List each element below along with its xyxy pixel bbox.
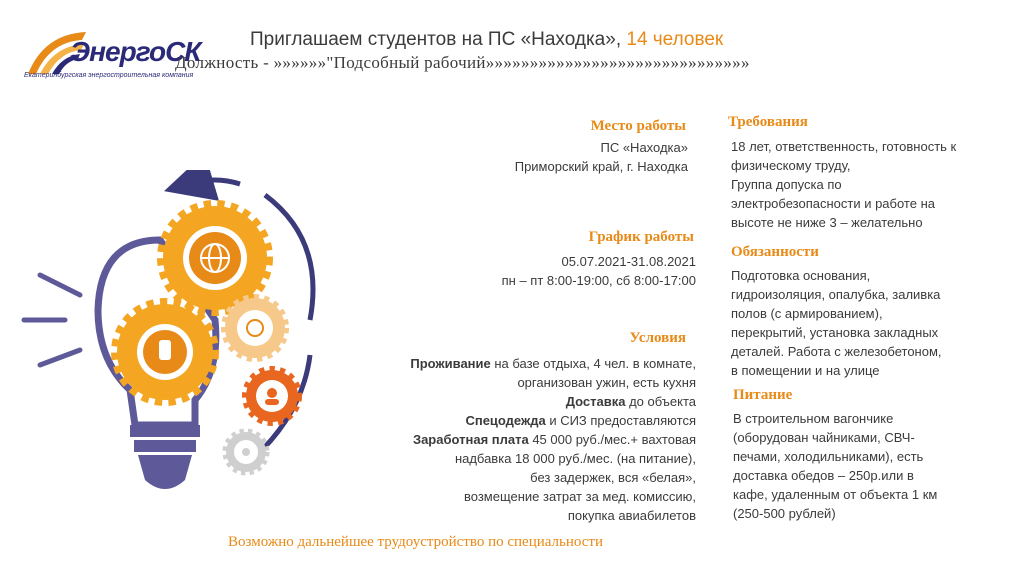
duties-line: в помещении и на улице bbox=[731, 363, 880, 378]
condition-clothing: Спецодежда и СИЗ предоставляются bbox=[465, 413, 696, 428]
conditions-info bbox=[350, 354, 696, 525]
duties-info bbox=[731, 266, 1011, 380]
requirements-line: электробезопасности и работе на bbox=[731, 196, 935, 211]
logo-word: ЭнергоСК bbox=[70, 36, 201, 67]
food-line: В строительном вагончике bbox=[733, 411, 894, 426]
workplace-line: ПС «Находка» bbox=[600, 140, 688, 155]
requirements-line: 18 лет, ответственность, готовность к bbox=[731, 139, 957, 154]
requirements-line: высоте не ниже 3 – желательно bbox=[731, 215, 923, 230]
duties-line: деталей. Работа с железобетоном, bbox=[731, 344, 942, 359]
condition-housing-cont: организован ужин, есть кухня bbox=[517, 375, 696, 390]
condition-salary-cont: надбавка 18 000 руб./мес. (на питание), bbox=[454, 451, 696, 466]
condition-salary-cont: без задержек, вся «белая», bbox=[530, 470, 696, 485]
condition-delivery: Доставка до объекта bbox=[565, 394, 696, 409]
requirements-info bbox=[731, 137, 1011, 232]
food-line: доставка обедов – 250р.или в bbox=[733, 468, 914, 483]
food-line: печами, холодильниками), есть bbox=[733, 449, 924, 464]
workplace-info bbox=[430, 138, 688, 176]
food-line: кафе, удаленным от объекта 1 км bbox=[733, 487, 938, 502]
conditions-heading: Условия bbox=[629, 330, 686, 346]
footer-note: Возможно дальнейшее трудоустройство по специальности bbox=[228, 534, 604, 550]
condition-salary: Заработная плата 45 000 руб./мес.+ вахтовая bbox=[412, 432, 696, 447]
food-heading: Питание bbox=[733, 387, 793, 403]
condition-housing: Проживание на базе отдыха, 4 чел. в комнате, bbox=[410, 356, 696, 371]
requirements-line: Группа допуска по bbox=[731, 177, 842, 192]
position-line: Должность - »»»»»»"Подсобный рабочий»»»»»»»»»»»»»»»»»»»»»»»»»»»»»» bbox=[175, 53, 750, 72]
page-title bbox=[250, 29, 723, 51]
title-main: Приглашаем студентов на ПС «Находка», bbox=[250, 29, 622, 50]
duties-line: Подготовка основания, bbox=[731, 268, 871, 283]
bulb-gears-illustration bbox=[10, 170, 350, 510]
food-info bbox=[733, 409, 1013, 523]
condition-salary-cont: возмещение затрат за мед. комиссию, bbox=[463, 489, 696, 504]
food-line: (оборудован чайниками, СВЧ- bbox=[733, 430, 915, 445]
duties-line: перекрытий, установка закладных bbox=[731, 325, 939, 340]
schedule-line: пн – пт 8:00-19:00, сб 8:00-17:00 bbox=[501, 273, 696, 288]
title-count: 14 человек bbox=[626, 29, 724, 50]
food-line: (250-500 рублей) bbox=[733, 506, 836, 521]
requirements-line: физическому труду, bbox=[731, 158, 851, 173]
schedule-heading: График работы bbox=[588, 229, 694, 245]
duties-heading: Обязанности bbox=[731, 244, 819, 260]
logo-subtitle: Екатеринбургская энергостроительная компания bbox=[24, 72, 194, 79]
requirements-heading: Требования bbox=[728, 114, 808, 130]
workplace-line: Приморский край, г. Находка bbox=[514, 159, 688, 174]
schedule-info bbox=[430, 252, 696, 290]
duties-line: гидроизоляция, опалубка, заливка bbox=[731, 287, 941, 302]
duties-line: полов (с армированием), bbox=[731, 306, 883, 321]
condition-salary-cont: покупка авиабилетов bbox=[567, 508, 696, 523]
workplace-heading: Место работы bbox=[590, 118, 686, 134]
schedule-line: 05.07.2021-31.08.2021 bbox=[561, 254, 696, 269]
